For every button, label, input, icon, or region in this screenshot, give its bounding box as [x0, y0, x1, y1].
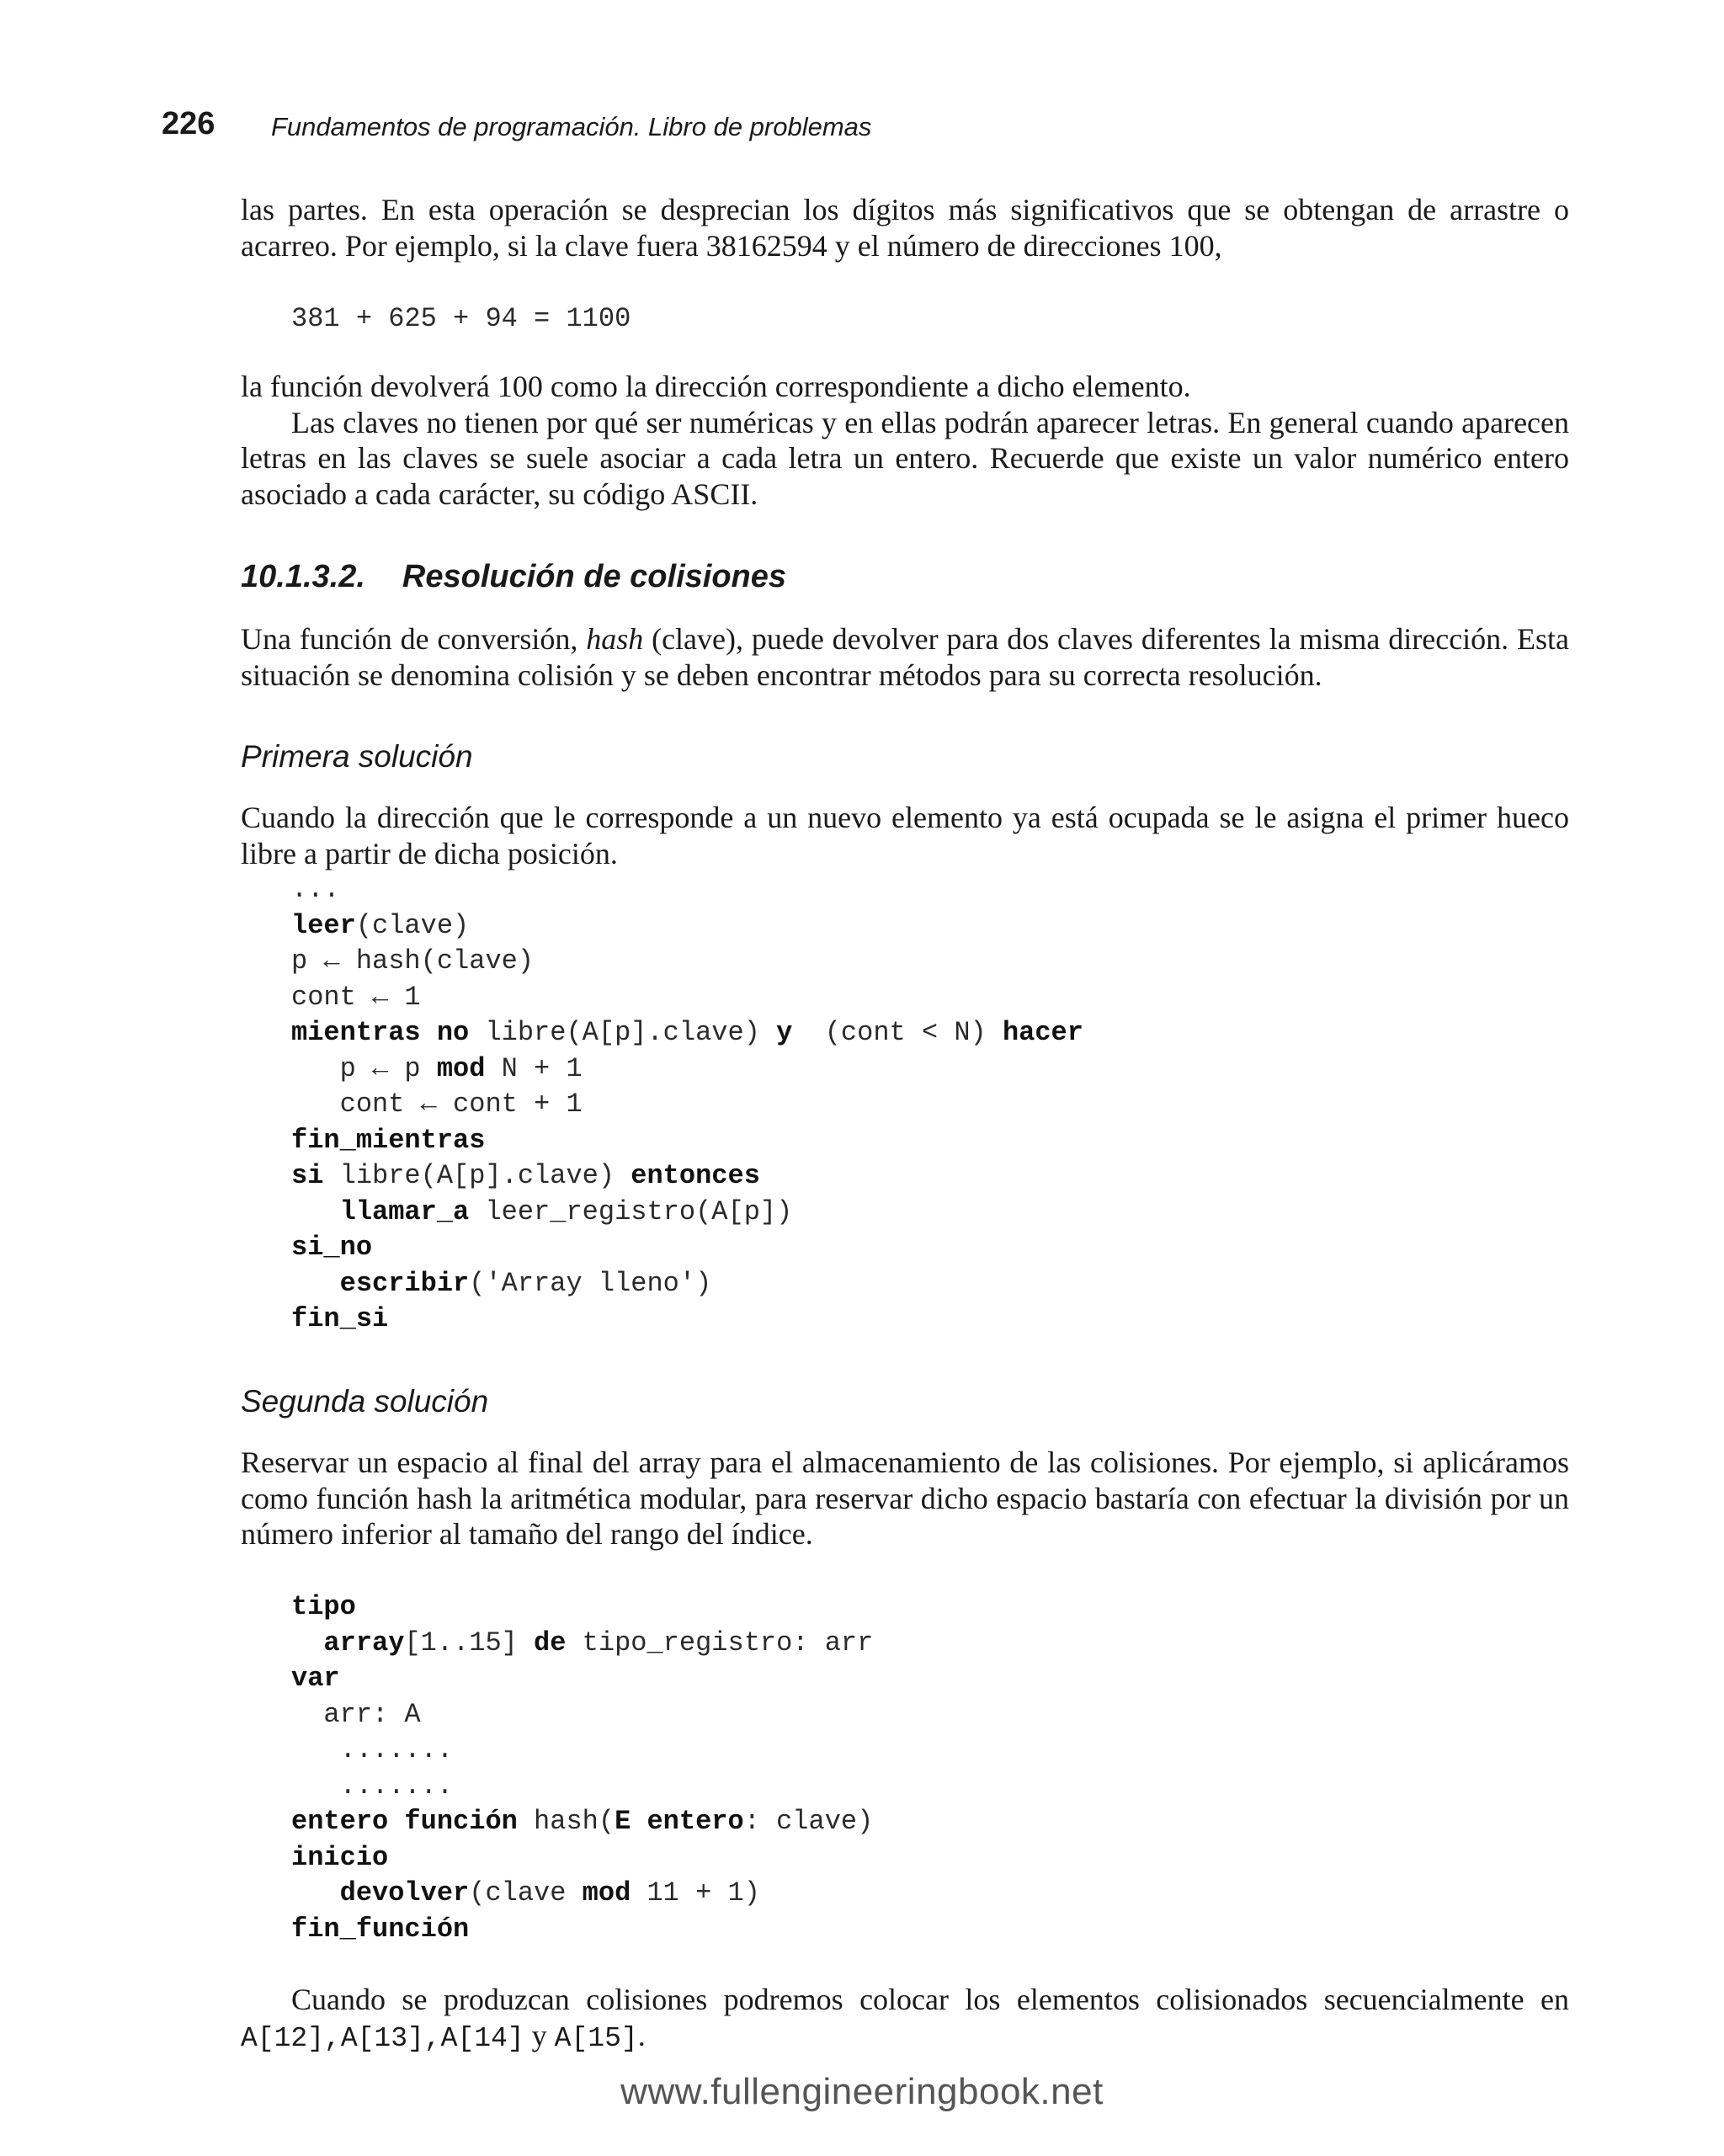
paragraph-2a-text: la función devolverá 100 como la dirección correspondiente a dicho elemento.	[241, 370, 1191, 403]
final-code-b: A[15]	[554, 2022, 638, 2054]
example-line: 381 + 625 + 94 = 1100	[291, 303, 631, 334]
paragraph-1	[241, 192, 1569, 264]
p3-after: (clave), puede devolver para dos claves diferentes la misma dirección. Esta situación se denomina colisión y se deben encontrar métodos para su correcta resolución.	[241, 622, 1569, 692]
paragraph-2b-text: Las claves no tienen por qué ser numéricas y en ellas podrán aparecer letras. En general cuando aparecen letras en las claves se suele asociar a cada letra un entero. Recuerde que existe un valor numérico entero asociado a cada carácter, su código ASCII.	[241, 405, 1569, 511]
p3-hash: hash	[586, 622, 644, 656]
final-paragraph	[241, 1982, 1569, 2057]
section-title: Resolución de colisiones	[402, 559, 787, 594]
p3-before: Una función de conversión,	[241, 622, 587, 656]
final-end: .	[637, 2018, 646, 2052]
subheading-second-solution: Segunda solución	[241, 1384, 489, 1419]
subheading-first-solution: Primera solución	[241, 739, 473, 774]
final-code-a: A[12],A[13],A[14]	[241, 2022, 524, 2054]
second-solution-text: Reservar un espacio al final del array para el almacenamiento de las colisiones. Por ejemplo, si aplicáramos como función hash la aritmética modular, para reservar dicho espacio bastaría con efectuar la división por un número inferior al tamaño del rango del índice.	[241, 1445, 1569, 1551]
paragraph-1-text: las partes. En esta operación se desprecian los dígitos más significativos que se obtengan de arrastre o acarreo. Por ejemplo, si la clave fuera 38162594 y el número de direcciones 100,	[241, 193, 1569, 263]
section-number: 10.1.3.2.	[241, 559, 365, 594]
paragraph-3	[241, 621, 1569, 693]
final-before: Cuando se produzcan colisiones podremos colocar los elementos colisionados secuencialmente en	[291, 1983, 1569, 2016]
first-solution-paragraph	[241, 800, 1569, 871]
second-solution-paragraph	[241, 1445, 1569, 1552]
code-block-1: ... leer(clave) p ← hash(clave) cont ← 1 mientras no libre(A[p].clave) y (cont < N) hacer p ← p mod N + 1 cont ← cont + 1 fin_mientras si libre(A[p].clave) entonces llamar_a leer_registro(A[p]) si_no escribir('Array lleno') fin_si	[291, 874, 1083, 1334]
footer-url[interactable]: www.fullengineeringbook.net	[620, 2071, 1104, 2112]
final-middle: y	[524, 2018, 555, 2052]
first-solution-text: Cuando la dirección que le corresponde a un nuevo elemento ya está ocupada se le asigna el primer hueco libre a partir de dicha posición.	[241, 801, 1569, 870]
code-block-2: tipo array[1..15] de tipo_registro: arr var arr: A ....... ....... entero función hash(E entero: clave) inicio devolver(clave mod 11 + 1) fin_función	[291, 1591, 874, 1945]
paragraph-2	[241, 369, 1569, 512]
running-title: Fundamentos de programación. Libro de problemas	[271, 112, 872, 141]
section-heading	[241, 559, 786, 595]
page-number: 226	[162, 106, 216, 141]
